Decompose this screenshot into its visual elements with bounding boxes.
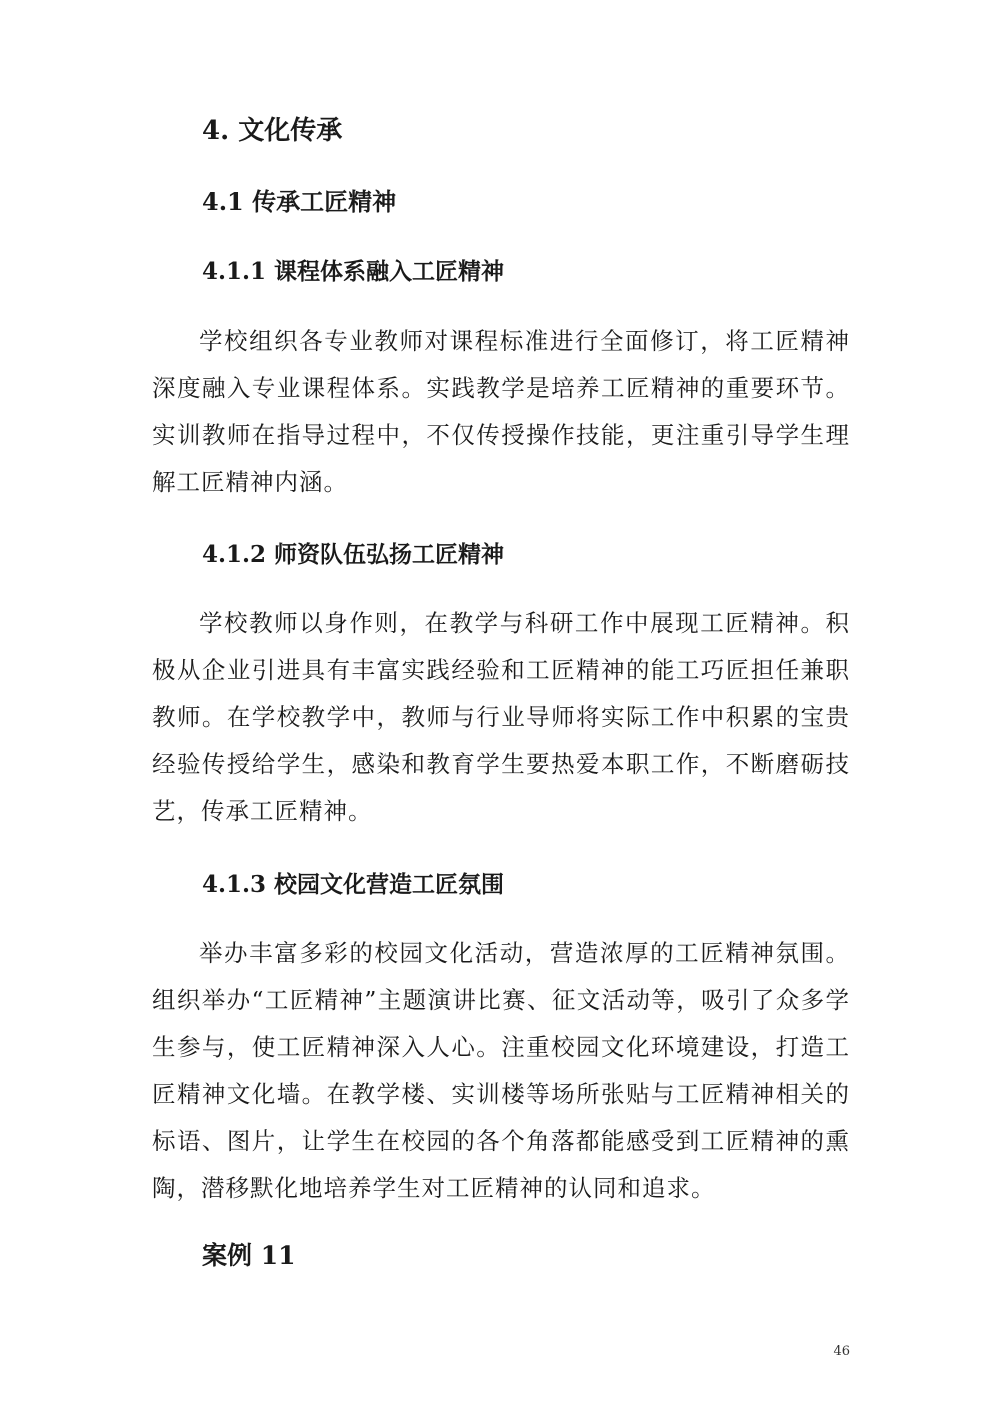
case-heading: 案例 11 [202, 1241, 296, 1270]
subsection-heading-4-1-1: 4.1.1 课程体系融入工匠精神 [202, 258, 505, 285]
section-heading: 4. 文化传承 [202, 116, 343, 146]
page-number: 46 [833, 1344, 850, 1359]
subsection-heading-4-1-3: 4.1.3 校园文化营造工匠氛围 [202, 871, 505, 898]
paragraph-curriculum: 学校组织各专业教师对课程标准进行全面修订，将工匠精神深度融入专业课程体系。实践教学是培养工匠精神的重要环节。实训教师在指导过程中，不仅传授操作技能，更注重引导学生理解工匠精神内涵。 [152, 327, 850, 496]
paragraph-campus-culture: 举办丰富多彩的校园文化活动，营造浓厚的工匠精神氛围。组织举办“工匠精神”主题演讲比赛、征文活动等，吸引了众多学生参与，使工匠精神深入人心。注重校园文化环境建设，打造工匠精神文化墙。在教学楼、实训楼等场所张贴与工匠精神相关的标语、图片，让学生在校园的各个角落都能感受到工匠精神的熏陶，潜移默化地培养学生对工匠精神的认同和追求。 [152, 939, 850, 1202]
subsection-heading-4-1-2: 4.1.2 师资队伍弘扬工匠精神 [202, 541, 505, 568]
paragraph-faculty: 学校教师以身作则，在教学与科研工作中展现工匠精神。积极从企业引进具有丰富实践经验和工匠精神的能工巧匠担任兼职教师。在学校教学中，教师与行业导师将实际工作中积累的宝贵经验传授给学生，感染和教育学生要热爱本职工作，不断磨砺技艺，传承工匠精神。 [152, 609, 850, 825]
subsection-heading: 4.1 传承工匠精神 [202, 187, 397, 216]
